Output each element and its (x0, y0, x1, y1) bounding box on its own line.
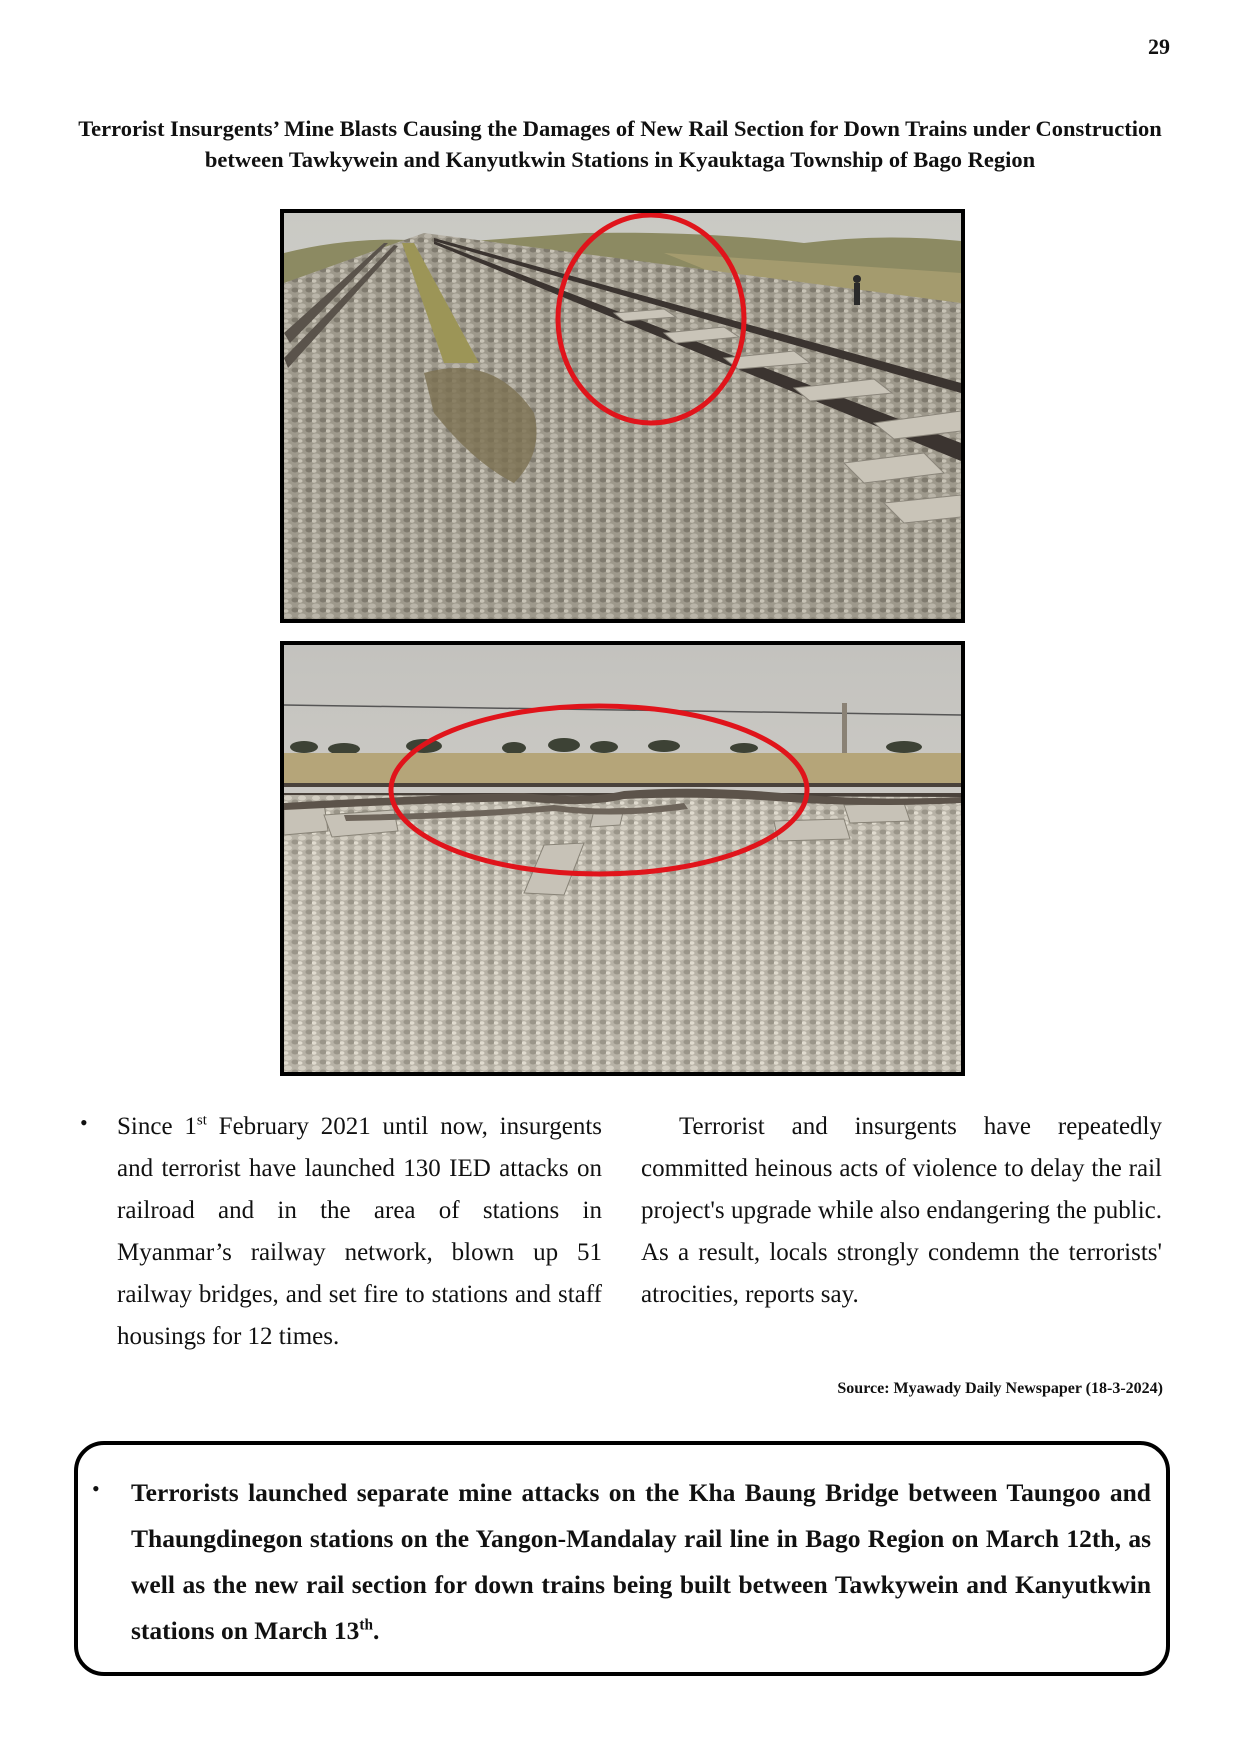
photo-damaged-rail-section-2 (280, 641, 965, 1076)
bullet-marker: • (80, 1110, 88, 1135)
left-paragraph-start: Since 1 (117, 1113, 197, 1140)
source-citation: Source: Myawady Daily Newspaper (18-3-2024) (837, 1380, 1163, 1397)
page-number: 29 (1148, 34, 1170, 59)
highlight-note-text (131, 1470, 1151, 1654)
ordinal-suffix: st (196, 1112, 207, 1129)
photo-damaged-rail-section-1 (280, 209, 965, 623)
rail-photo-1-illustration (284, 213, 961, 619)
rail-photo-2-illustration (284, 645, 961, 1072)
note-text-end: . (372, 1616, 380, 1645)
left-paragraph-rest: February 2021 until now, insurgents and terrorist have launched 130 IED attacks on railroad and in the area of stations in Myanmar’s railway network, blown up 51 railway bridges, and set fire to stations and staff housings for 12 times. (117, 1113, 602, 1350)
note-ordinal-suffix: th (359, 1616, 373, 1634)
left-column-paragraph (117, 1106, 602, 1358)
page-title: Terrorist Insurgents’ Mine Blasts Causing the Damages of New Rail Section for Down Trains under Construction between Tawkywein and Kanyutkwin Stations in Kyauktaga Township of Bago Region (78, 116, 1162, 172)
note-text-body: Terrorists launched separate mine attacks on the Kha Baung Bridge between Taungoo and Thaungdinegon stations on the Yangon-Mandalay rail line in Bago Region on March 12th, as well as the new rail section for down trains being built between Tawkywein and Kanyutkwin stations on March 13 (131, 1478, 1151, 1645)
right-column-paragraph: Terrorist and insurgents have repeatedly committed heinous acts of violence to delay the rail project's upgrade while also endangering the public. As a result, locals strongly condemn the terrorists' atrocities, reports say. (641, 1113, 1162, 1308)
note-bullet-marker: • (92, 1476, 100, 1501)
